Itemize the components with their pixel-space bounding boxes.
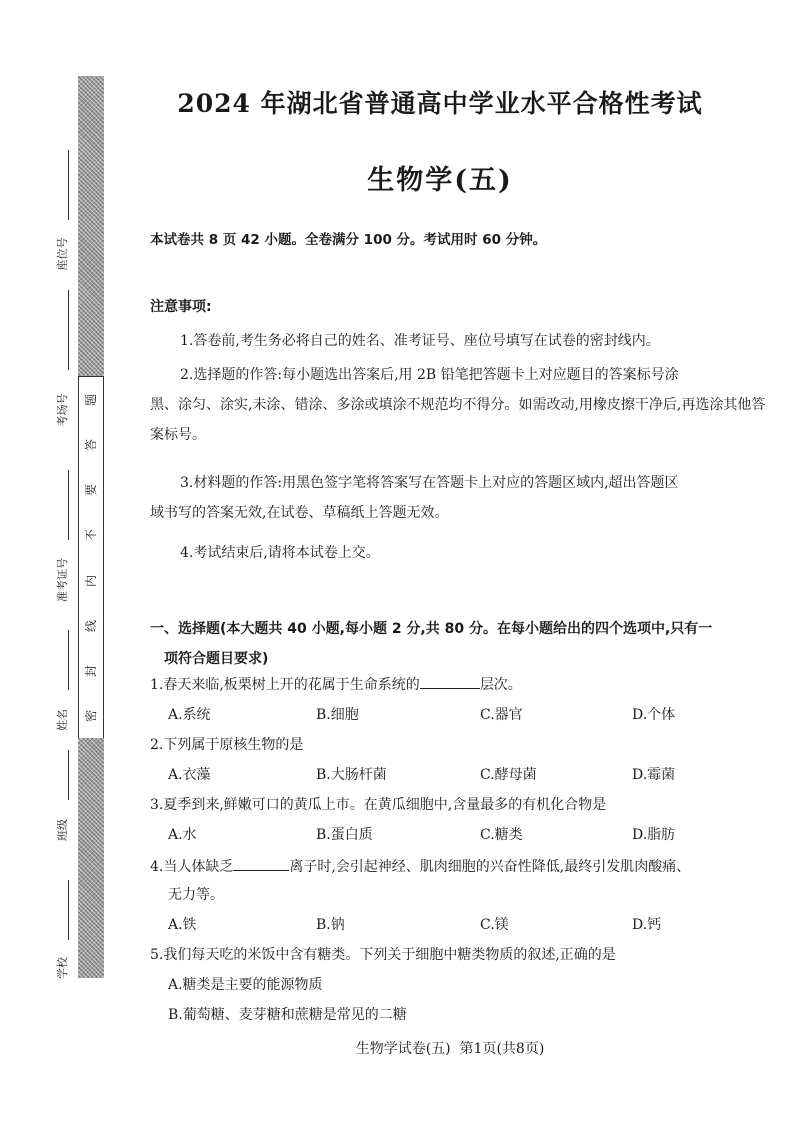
exam-room-label: 考场号 [56, 393, 69, 427]
exam-room-field[interactable] [42, 290, 82, 430]
question-3-options [168, 822, 768, 848]
option[interactable]: B.大肠杆菌 [316, 767, 387, 783]
notice-item: 4.考试结束后,请将本试卷上交。 [180, 545, 380, 561]
option[interactable]: D.个体 [632, 707, 676, 723]
question-1-options [168, 702, 768, 728]
question-4: 4.当人体缺乏 离子时,会引起神经、肌肉细胞的兴奋性降低,最终引发肌肉酸痛、 [150, 854, 778, 880]
name-label: 姓名 [56, 709, 69, 731]
notice-item: 1.答卷前,考生务必将自己的姓名、准考证号、座位号填写在试卷的密封线内。 [180, 333, 660, 349]
answer-blank [233, 854, 289, 871]
notice-heading: 注意事项: [150, 299, 212, 315]
option[interactable]: A.水 [168, 827, 197, 843]
answer-blank [420, 672, 480, 689]
admission-number-label: 准考证号 [56, 558, 69, 602]
seal-char: 内 [83, 574, 98, 587]
option[interactable]: B.葡萄糖、麦芽糖和蔗糖是常见的二糖 [168, 1007, 407, 1023]
seal-char: 密 [83, 710, 98, 723]
option[interactable]: C.镁 [480, 917, 509, 933]
option[interactable]: A.糖类是主要的能源物质 [168, 977, 323, 993]
question-2-options [168, 762, 768, 788]
admission-number-field[interactable] [42, 470, 82, 620]
question-5: 5.我们每天吃的米饭中含有糖类。下列关于细胞中糖类物质的叙述,正确的是 [150, 947, 616, 963]
option[interactable]: C.酵母菌 [480, 767, 537, 783]
question-1: 1.春天来临,板栗树上开的花属于生命系统的 层次。 [150, 672, 778, 698]
option[interactable]: A.铁 [168, 917, 197, 933]
notice-item: 3.材料题的作答:用黑色签字笔将答案写在答题卡上对应的答题区域内,超出答题区 域书写的答案无效,在试卷、草稿纸上答题无效。 [150, 475, 679, 521]
class-field[interactable] [42, 750, 82, 850]
seal-char: 题 [83, 393, 98, 406]
option[interactable]: B.蛋白质 [316, 827, 373, 843]
option[interactable]: D.脂肪 [632, 827, 676, 843]
option[interactable]: B.钠 [316, 917, 345, 933]
seat-number-label: 座位号 [56, 237, 69, 271]
seal-char: 封 [83, 665, 98, 678]
option[interactable]: C.器官 [480, 707, 523, 723]
question-4-continued: 无力等。 [168, 887, 224, 903]
option[interactable]: A.衣藻 [168, 767, 211, 783]
seat-number-field[interactable] [42, 150, 82, 280]
option[interactable]: B.细胞 [316, 707, 359, 723]
question-2: 2.下列属于原核生物的是 [150, 737, 304, 753]
seal-char: 答 [83, 438, 98, 451]
seal-char: 不 [83, 529, 98, 542]
option[interactable]: D.钙 [632, 917, 662, 933]
notice-item: 2.选择题的作答:每小题选出答案后,用 2B 铅笔把答题卡上对应题目的答案标号涂 黑、涂匀、涂实,未涂、错涂、多涂或填涂不规范均不得分。如需改动,用橡皮擦干净后,再选涂其他答案标号。 [150, 367, 766, 443]
page-footer: 生物学试卷(五) 第1页(共8页) [355, 1041, 545, 1057]
seal-char: 要 [83, 484, 98, 497]
option[interactable]: C.糖类 [480, 827, 523, 843]
school-field[interactable] [42, 880, 82, 990]
exam-title: 2024 年湖北省普通高中学业水平合格性考试 [177, 89, 703, 118]
section-heading: 一、选择题(本大题共 40 小题,每小题 2 分,共 80 分。在每小题给出的四个选项中,只有一 项符合题目要求) [150, 621, 713, 667]
name-field[interactable] [42, 630, 82, 740]
school-label: 学校 [56, 957, 69, 979]
question-4-options [168, 912, 768, 938]
exam-subtitle: 生物学(五) [367, 165, 513, 196]
class-label: 班级 [56, 819, 69, 841]
option[interactable]: D.霉菌 [632, 767, 676, 783]
exam-info: 本试卷共 8 页 42 小题。全卷满分 100 分。考试用时 60 分钟。 [150, 232, 547, 248]
question-3: 3.夏季到来,鲜嫩可口的黄瓜上市。在黄瓜细胞中,含量最多的有机化合物是 [150, 797, 607, 813]
option[interactable]: A.系统 [168, 707, 211, 723]
seal-char: 线 [83, 619, 98, 632]
